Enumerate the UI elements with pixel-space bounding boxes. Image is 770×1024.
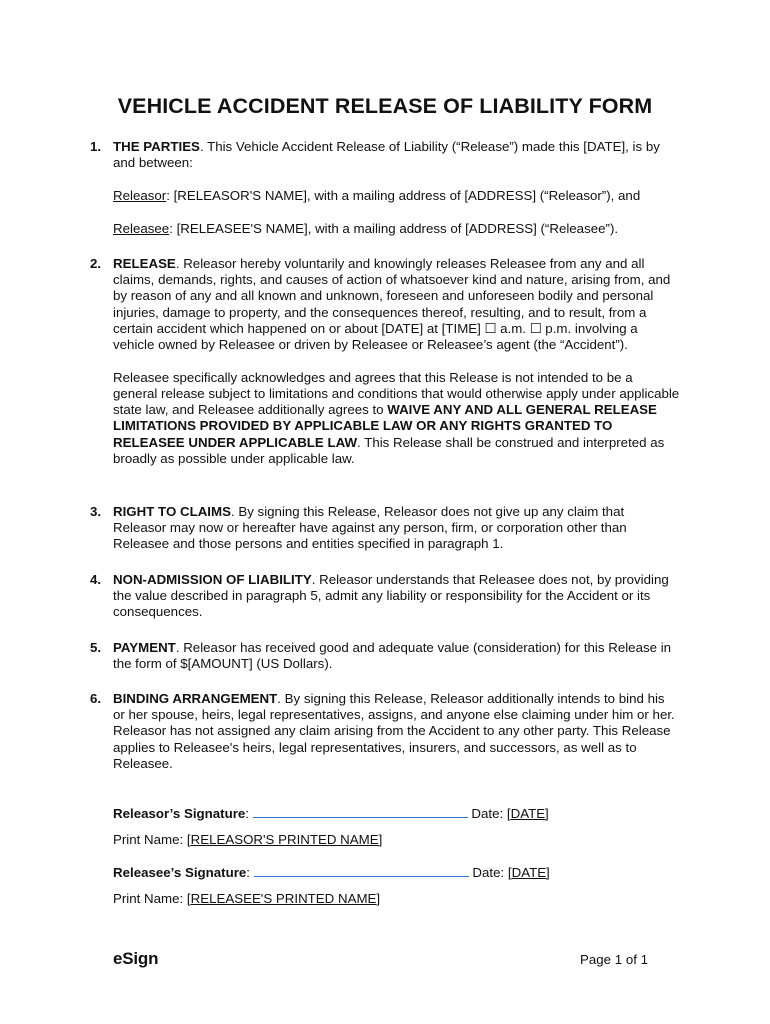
section-number: 2. <box>90 256 102 271</box>
releasee-label: Releasee <box>113 220 170 236</box>
section-text <box>113 256 680 353</box>
section-text <box>113 572 680 621</box>
section-heading: RIGHT TO CLAIMS <box>113 504 231 519</box>
releasee-print-row <box>113 891 380 907</box>
section-text <box>113 640 680 672</box>
date-label: Date: <box>472 865 505 880</box>
releasor-printed-name[interactable]: [RELEASOR'S PRINTED NAME] <box>186 832 383 847</box>
releasee-signature-line[interactable] <box>254 864 469 877</box>
section-body: . By signing this Release, Releasor does not give up any claim that Releasor may now or hereafter have against any person, firm, or corporation other than Releasee and those persons and entities specified in paragraph 1. <box>113 504 627 552</box>
releasee-printed-name[interactable]: [RELEASEE'S PRINTED NAME] <box>186 891 381 906</box>
section-heading: RELEASE <box>113 256 176 271</box>
section-heading: NON-ADMISSION OF LIABILITY <box>113 572 312 587</box>
colon: : <box>245 806 249 821</box>
section-body: . By signing this Release, Releasor additionally intends to bind his or her spouse, heirs, legal representatives, assigns, and anyone else claiming under him or her. Releasor has not assigned any claim arising from the Accident to any other party. This Release applies to Releasee's heirs, legal representatives, insurers, and successors, as well as to Releasee. <box>113 691 675 771</box>
releasor-line <box>113 188 680 204</box>
section-heading: PAYMENT <box>113 640 176 655</box>
print-name-label: Print Name: <box>113 891 184 906</box>
releasee-signature-label: Releasee’s Signature <box>113 865 247 880</box>
releasor-signature-line[interactable] <box>253 805 468 818</box>
section-right-to-claims <box>90 504 680 553</box>
colon: : <box>246 865 250 880</box>
date-label: Date: <box>471 806 504 821</box>
print-name-label: Print Name: <box>113 832 184 847</box>
section-number: 4. <box>90 572 102 587</box>
waiver-text-pre: Releasee specifically acknowledges and agrees that this Release is not intended to be a general release subject to limitations and conditions that would otherwise apply under applicable state law, and Releasee additionally agrees to <box>113 369 680 418</box>
waiver-text-bold: WAIVE ANY AND ALL GENERAL RELEASE LIMITATIONS PROVIDED BY APPLICABLE LAW OR ANY RIGHTS GRANTED TO RELEASEE UNDER APPLICABLE LAW <box>113 402 657 450</box>
releasor-print-row <box>113 832 382 848</box>
releasor-label: Releasor <box>113 187 167 203</box>
esign-logo: eSign <box>113 949 159 968</box>
waiver-paragraph <box>113 370 680 467</box>
releasor-date[interactable]: [DATE] <box>506 806 549 821</box>
section-body: . Releasor has received good and adequate value (consideration) for this Release in the form of $[AMOUNT] (US Dollars). <box>113 640 672 672</box>
section-text <box>113 139 680 171</box>
section-body: . This Vehicle Accident Release of Liability (“Release”) made this [DATE], is by and between: <box>113 139 660 171</box>
releasee-line <box>113 221 680 237</box>
section-body: . Releasor understands that Releasee does not, by providing the value described in paragraph 5, admit any liability or responsibility for the Accident or its consequences. <box>113 572 669 620</box>
section-binding-arrangement <box>90 691 680 772</box>
releasor-signature-row <box>113 805 549 822</box>
waiver-text-post: . This Release shall be construed and interpreted as broadly as possible under applicable law. <box>113 434 665 466</box>
section-parties <box>90 139 680 237</box>
section-text <box>113 691 680 772</box>
section-heading: BINDING ARRANGEMENT <box>113 691 278 706</box>
section-number: 5. <box>90 640 102 655</box>
releasee-date[interactable]: [DATE] <box>507 865 550 880</box>
section-payment <box>90 640 680 672</box>
section-number: 6. <box>90 691 102 706</box>
releasor-text: : [RELEASOR'S NAME], with a mailing address of [ADDRESS] (“Releasor”), and <box>166 187 641 203</box>
section-text <box>113 504 680 553</box>
releasee-signature-row <box>113 864 550 881</box>
document-title: VEHICLE ACCIDENT RELEASE OF LIABILITY FORM <box>117 94 653 118</box>
section-number: 3. <box>90 504 102 519</box>
section-body: . Releasor hereby voluntarily and knowingly releases Releasee from any and all claims, demands, rights, and causes of action of whatsoever kind and nature, arising from, and by reason of any and all known and unknown, foreseen and unforeseen bodily and personal injuries, damage to property, and the consequences thereof, resulting, and to result, from a certain accident which happened on or about [DATE] at [TIME] ☐ a.m. ☐ p.m. involving a vehicle owned by Releasee or driven by Releasee or Releasee’s agent (the “Accident”). <box>113 256 671 353</box>
section-release <box>90 256 680 467</box>
section-heading: THE PARTIES <box>113 139 200 154</box>
releasee-text: : [RELEASEE'S NAME], with a mailing address of [ADDRESS] (“Releasee”). <box>169 220 619 236</box>
section-number: 1. <box>90 139 102 154</box>
page-number: Page 1 of 1 <box>580 952 649 967</box>
releasor-signature-label: Releasor’s Signature <box>113 806 246 821</box>
section-non-admission <box>90 572 680 621</box>
